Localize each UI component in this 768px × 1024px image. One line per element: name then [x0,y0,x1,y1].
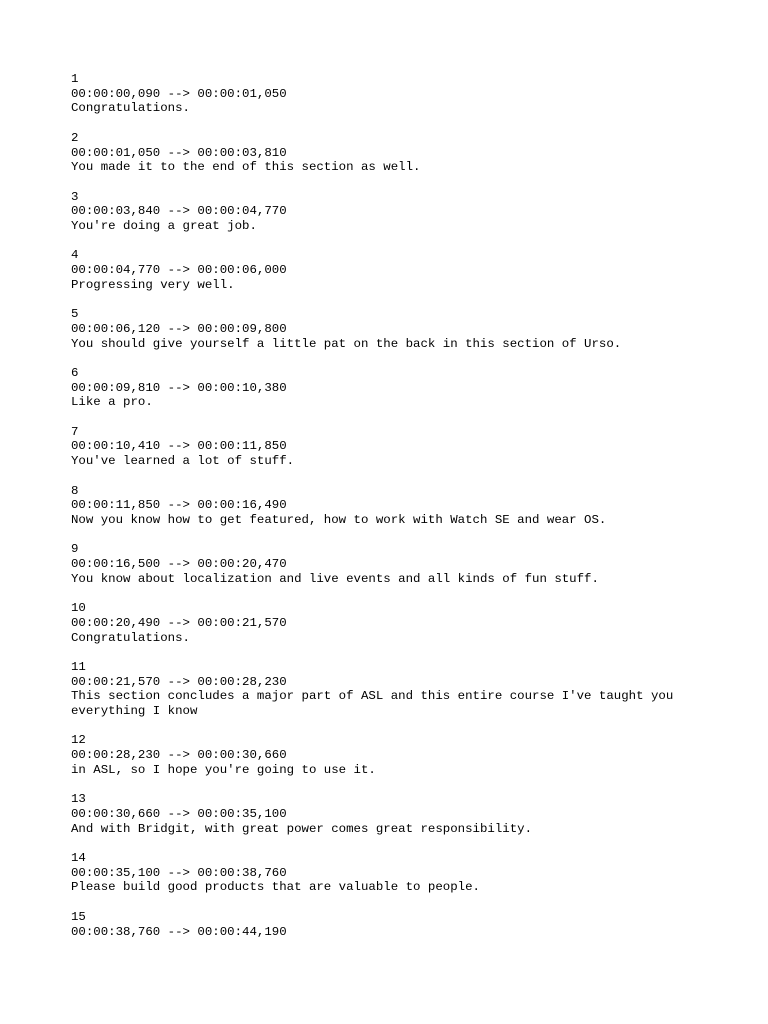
cue-timing: 00:00:21,570 --> 00:00:28,230 [71,674,287,689]
subtitle-cue [71,307,711,351]
cue-text: And with Bridgit, with great power comes great responsibility. [71,821,533,836]
cue-text: Like a pro. [71,395,153,410]
cue-text: This section concludes a major part of ASL and this entire course I've taught you [71,689,674,704]
cue-timing: 00:00:10,410 --> 00:00:11,850 [71,439,287,454]
cue-text: Please build good products that are valuable to people. [71,880,480,895]
cue-index: 1 [71,72,79,86]
cue-timing: 00:00:01,050 --> 00:00:03,810 [71,145,287,160]
subtitle-cue [71,910,711,939]
cue-index: 10 [71,601,86,616]
cue-index: 5 [71,307,79,322]
cue-timing: 00:00:20,490 --> 00:00:21,570 [71,615,287,630]
subtitle-cue [71,425,711,469]
cue-timing: 00:00:16,500 --> 00:00:20,470 [71,557,287,572]
cue-index: 2 [71,130,79,145]
cue-text: Congratulations. [71,630,190,645]
cue-index: 14 [71,851,86,866]
cue-timing: 00:00:00,090 --> 00:00:01,050 [71,86,287,101]
subtitle-cue [71,660,711,719]
cue-index: 3 [71,189,79,204]
cue-index: 4 [71,248,79,263]
subtitle-cue [71,366,711,410]
cue-text: Congratulations. [71,101,190,116]
cue-text: You made it to the end of this section as well. [71,160,421,175]
cue-index: 13 [71,792,86,807]
subtitle-cue [71,792,711,836]
cue-text: You know about localization and live events and all kinds of fun stuff. [71,571,599,586]
cue-timing: 00:00:09,810 --> 00:00:10,380 [71,380,287,395]
cue-index: 6 [71,365,79,380]
cue-index: 11 [71,659,86,674]
cue-text: Now you know how to get featured, how to work with Watch SE and wear OS. [71,512,607,527]
cue-text: You're doing a great job. [71,219,257,233]
subtitle-cue [71,733,711,777]
subtitle-cue [71,131,711,175]
subtitle-cue [71,190,711,234]
cue-index: 8 [71,483,79,498]
subtitle-cue [71,601,711,645]
cue-text: Progressing very well. [71,277,235,292]
subtitle-cue [71,542,711,586]
subtitle-document [71,72,711,954]
subtitle-cue [71,72,711,116]
cue-index: 7 [71,424,79,439]
cue-index: 12 [71,733,86,748]
cue-text: You should give yourself a little pat on the back in this section of Urso. [71,336,622,351]
cue-index: 15 [71,909,86,924]
cue-timing: 00:00:04,770 --> 00:00:06,000 [71,263,287,278]
cue-timing: 00:00:11,850 --> 00:00:16,490 [71,498,287,513]
cue-text: You've learned a lot of stuff. [71,454,295,469]
cue-timing: 00:00:28,230 --> 00:00:30,660 [71,748,287,763]
subtitle-cue [71,851,711,895]
cue-text: everything I know [71,704,198,719]
cue-timing: 00:00:38,760 --> 00:00:44,190 [71,924,287,939]
subtitle-cue [71,484,711,528]
cue-timing: 00:00:03,840 --> 00:00:04,770 [71,204,287,219]
cue-index: 9 [71,542,79,557]
cue-text: in ASL, so I hope you're going to use it. [71,762,376,777]
cue-timing: 00:00:06,120 --> 00:00:09,800 [71,321,287,336]
subtitle-cue [71,248,711,292]
cue-timing: 00:00:30,660 --> 00:00:35,100 [71,806,287,821]
cue-timing: 00:00:35,100 --> 00:00:38,760 [71,865,287,880]
